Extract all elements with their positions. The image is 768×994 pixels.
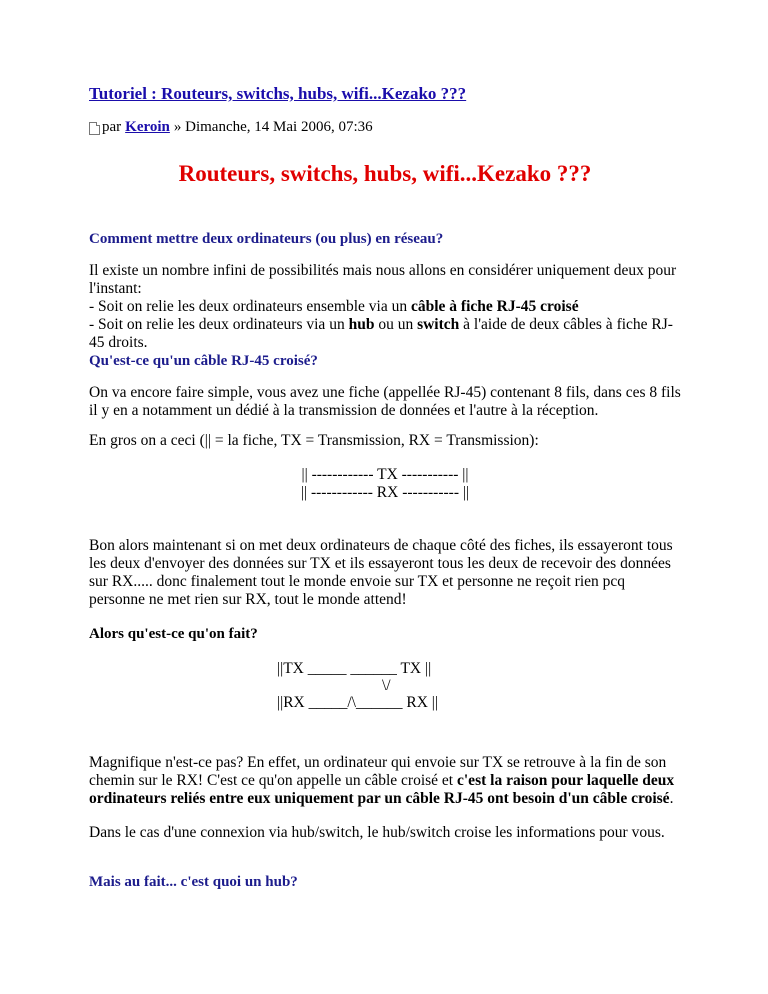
explanation-text: Magnifique n'est-ce pas? En effet, un ordinateur qui envoie sur TX se retrouve à la fin de son chemin sur le RX! C'est ce qu'on appelle un câble croisé et [89,754,667,789]
explanation-bold: c'est la raison pour laquelle deux ordinateurs reliés entre eux uniquement par un câble RJ-45 ont besoin d'un câble croisé [89,772,675,807]
option2-text: - Soit on relie les deux ordinateurs via un [89,316,349,333]
option-hub-switch [89,316,681,352]
post-meta [89,118,373,136]
diagram-cross-tx: ||TX _____ ______ TX || [277,660,432,677]
section-heading-solution: Alors qu'est-ce qu'on fait? [89,626,258,642]
option1-bold: câble à fiche RJ-45 croisé [410,298,579,315]
post-date: » Dimanche, 14 Mai 2006, 07:36 [173,119,373,135]
diagram-cross-middle: \/ [382,677,391,694]
paragraph-intro [89,262,681,352]
option2-mid: ou un [374,316,418,333]
paragraph-crossed-explanation [89,754,681,808]
page-title: Routeurs, switchs, hubs, wifi...Kezako ??? [178,161,592,186]
diagram-rx-line: || ------------ RX ----------- || [300,484,470,501]
paragraph-rj45: On va encore faire simple, vous avez une fiche (appellée RJ-45) contenant 8 fils, dans ces 8 fils il y en a notamment un dédié à la transmission de données et l'autre à la réception. [89,384,681,419]
paragraph-problem: Bon alors maintenant si on met deux ordinateurs de chaque côté des fiches, ils essayeront tous les deux d'envoyer des données sur TX et ils essayeront tous les deux de recevoir des données sur RX..... donc finalement tout le monde envoie sur TX et personne ne reçoit rien pcq personne ne met rien sur RX, tout le monde attend! [89,537,673,608]
option2-hub: hub [348,316,375,333]
author-link[interactable]: Keroin [125,119,170,135]
section-heading-network: Comment mettre deux ordinateurs (ou plus) en réseau? [89,231,444,247]
explanation-end: . [669,790,674,807]
option-crossed-cable [89,298,681,316]
topic-title-link[interactable]: Tutoriel : Routeurs, switchs, hubs, wifi...Kezako ??? [89,84,467,103]
option1-text: - Soit on relie les deux ordinateurs ensemble via un [89,298,411,315]
diagram-cross-rx: ||RX _____/\______ RX || [277,694,438,711]
paragraph-schema-intro: En gros on a ceci (|| = la fiche, TX = Transmission, RX = Transmission): [89,432,539,449]
diagram-straight [89,466,681,502]
option2-switch: switch [417,316,460,333]
diagram-tx-line: || ------------ TX ----------- || [301,466,469,483]
by-label: par [102,119,122,135]
option2-post: à l'aide de deux câbles à fiche RJ-45 droits. [89,316,673,351]
paragraph-hub-switch: Dans le cas d'une connexion via hub/switch, le hub/switch croise les informations pour vous. [89,824,665,841]
intro-text: Il existe un nombre infini de possibilités mais nous allons en considérer uniquement deux pour l'instant: [89,262,677,297]
post-icon [89,122,100,135]
section-heading-crossed-cable: Qu'est-ce qu'un câble RJ-45 croisé? [89,353,318,369]
section-heading-hub: Mais au fait... c'est quoi un hub? [89,874,298,890]
